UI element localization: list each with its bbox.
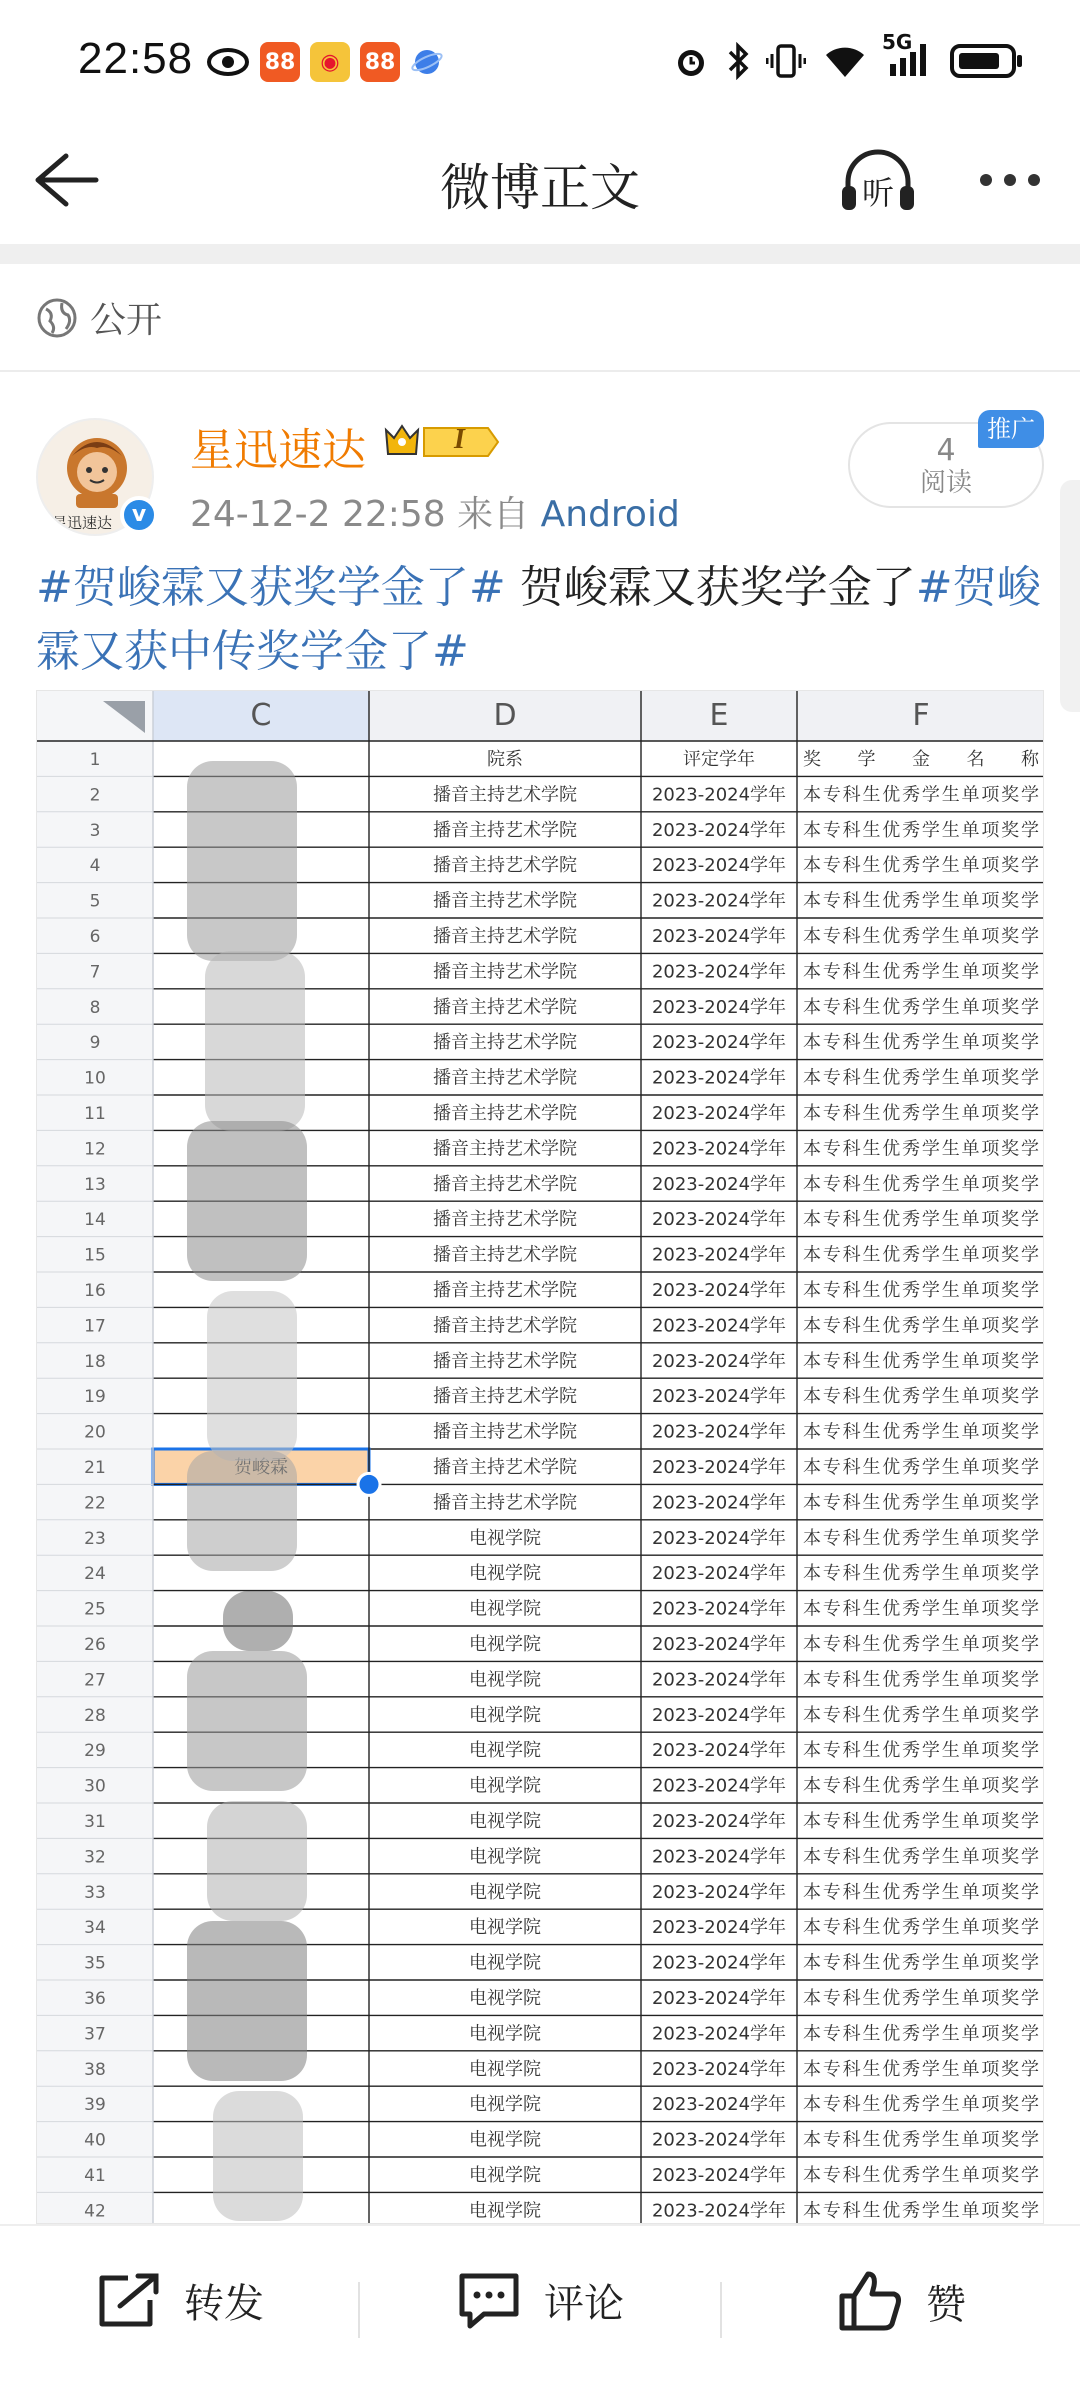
table-cell: 本专科生优秀学生单项奖学 — [803, 926, 1039, 947]
repost-button[interactable] — [96, 2270, 264, 2330]
redaction-scribble — [187, 1451, 297, 1571]
table-cell: 2023-2024学年 — [651, 1775, 787, 1797]
row-number: 21 — [84, 1458, 106, 1478]
post-text — [36, 556, 1046, 684]
post-meta — [190, 486, 680, 537]
hashtag-link[interactable]: #贺峻霖又获中传奖学金了# — [36, 562, 1041, 677]
table-cell: 本专科生优秀学生单项奖学 — [803, 1952, 1039, 1974]
table-cell: 2023-2024学年 — [651, 1740, 787, 1762]
table-cell: 本专科生优秀学生单项奖学 — [803, 1563, 1039, 1585]
row-number: 11 — [84, 1104, 106, 1124]
row-number: 23 — [84, 1528, 106, 1549]
row-number: 22 — [84, 1493, 106, 1514]
redaction-scribble — [223, 1591, 293, 1651]
table-cell: 电视学院 — [469, 2129, 541, 2151]
table-cell: 电视学院 — [469, 1563, 541, 1585]
divider — [720, 2282, 722, 2338]
table-cell: 本专科生优秀学生单项奖学 — [803, 961, 1039, 983]
row-number: 13 — [84, 1174, 106, 1195]
table-cell: 本专科生优秀学生单项奖学 — [803, 819, 1039, 841]
row-number: 30 — [84, 1776, 106, 1797]
table-cell: 本专科生优秀学生单项奖学 — [803, 2129, 1039, 2151]
table-cell: 电视学院 — [469, 1527, 541, 1549]
table-cell: 本专科生优秀学生单项奖学 — [803, 890, 1039, 912]
table-cell: 播音主持艺术学院 — [433, 1350, 577, 1372]
column-letter: F — [912, 698, 930, 733]
table-cell: 2023-2024学年 — [651, 1103, 787, 1124]
table-cell: 2023-2024学年 — [651, 1492, 787, 1514]
action-bar — [0, 2224, 1080, 2388]
table-cell: 2023-2024学年 — [651, 784, 787, 806]
row-number: 19 — [84, 1387, 106, 1408]
like-button[interactable] — [838, 2270, 966, 2332]
table-cell: 电视学院 — [469, 1669, 541, 1691]
author-name[interactable]: 星迅速达 — [190, 425, 366, 476]
post-image-spreadsheet[interactable] — [36, 690, 1044, 2224]
table-cell: 播音主持艺术学院 — [433, 961, 577, 983]
table-cell: 本专科生优秀学生单项奖学 — [803, 1811, 1039, 1832]
row-number: 32 — [84, 1847, 106, 1868]
redaction-scribble — [205, 951, 305, 1131]
table-cell: 本专科生优秀学生单项奖学 — [803, 1386, 1039, 1408]
table-cell: 播音主持艺术学院 — [433, 1280, 577, 1301]
section-separator — [0, 244, 1080, 264]
table-cell: 电视学院 — [469, 1846, 541, 1868]
table-cell: 2023-2024学年 — [651, 1881, 787, 1903]
table-cell: 2023-2024学年 — [651, 1138, 787, 1160]
verified-badge-icon: v — [120, 496, 158, 534]
comment-icon — [456, 2270, 522, 2330]
row-number: 39 — [84, 2095, 106, 2116]
row-number: 15 — [84, 1245, 106, 1266]
table-cell: 2023-2024学年 — [651, 926, 787, 947]
app-88-icon: 88 — [360, 42, 400, 82]
row-number: 17 — [84, 1316, 106, 1337]
table-cell: 本专科生优秀学生单项奖学 — [803, 1103, 1039, 1124]
row-number: 25 — [84, 1599, 106, 1620]
clock: 22:58 — [78, 34, 194, 83]
table-cell: 播音主持艺术学院 — [433, 784, 577, 806]
table-cell: 2023-2024学年 — [651, 855, 787, 877]
column-letter: C — [250, 698, 272, 733]
dot-icon — [1028, 174, 1040, 186]
row-number: 6 — [89, 927, 101, 947]
selection-handle — [358, 1473, 380, 1495]
row-number: 31 — [84, 1812, 106, 1832]
table-cell: 本专科生优秀学生单项奖学 — [803, 1032, 1039, 1054]
table-cell: 播音主持艺术学院 — [433, 1457, 577, 1478]
dot-icon — [1004, 174, 1016, 186]
table-cell: 电视学院 — [469, 1988, 541, 2009]
vip-level: I — [454, 424, 465, 455]
table-cell: 电视学院 — [469, 1811, 541, 1832]
redaction-scribble — [207, 1801, 307, 1921]
table-cell: 2023-2024学年 — [651, 961, 787, 983]
more-options-button[interactable] — [980, 174, 1040, 186]
table-cell: 电视学院 — [469, 1704, 541, 1726]
table-cell: 本专科生优秀学生单项奖学 — [803, 1280, 1039, 1301]
row-number: 33 — [84, 1882, 106, 1903]
row-number: 1 — [89, 750, 101, 770]
table-cell: 2023-2024学年 — [651, 1173, 787, 1195]
table-cell: 播音主持艺术学院 — [433, 1209, 577, 1231]
table-cell: 2023-2024学年 — [651, 1811, 787, 1832]
row-number: 4 — [89, 856, 101, 877]
table-cell: 本专科生优秀学生单项奖学 — [803, 2094, 1039, 2116]
table-cell: 本专科生优秀学生单项奖学 — [803, 1244, 1039, 1266]
table-cell: 2023-2024学年 — [651, 1280, 787, 1301]
table-cell: 本专科生优秀学生单项奖学 — [803, 1527, 1039, 1549]
visibility-label: 公开 — [90, 300, 163, 341]
read-label: 阅读 — [919, 468, 972, 498]
row-number: 9 — [89, 1033, 101, 1054]
table-cell: 本专科生优秀学生单项奖学 — [803, 1315, 1039, 1337]
table-cell: 2023-2024学年 — [651, 1952, 787, 1974]
table-cell: 2023-2024学年 — [651, 1527, 787, 1549]
table-cell: 播音主持艺术学院 — [433, 1315, 577, 1337]
battery-icon — [950, 42, 1024, 80]
table-cell: 2023-2024学年 — [651, 2200, 787, 2222]
table-cell: 播音主持艺术学院 — [433, 855, 577, 877]
table-cell: 2023-2024学年 — [651, 996, 787, 1018]
row-number: 18 — [84, 1351, 106, 1372]
source-prefix: 来自 — [457, 494, 530, 535]
table-cell: 电视学院 — [469, 1881, 541, 1903]
post-body: 贺峻霖又获奖学金了 — [505, 562, 916, 613]
row-number: 41 — [84, 2166, 106, 2186]
table-cell: 2023-2024学年 — [651, 1032, 787, 1054]
table-cell: 2023-2024学年 — [651, 819, 787, 841]
table-cell: 2023-2024学年 — [651, 1563, 787, 1585]
row-number: 38 — [84, 2059, 106, 2080]
table-cell: 本专科生优秀学生单项奖学 — [803, 1988, 1039, 2009]
network-type: 5G — [882, 30, 913, 54]
avatar-caption: 星迅速达 — [52, 514, 113, 532]
table-cell: 2023-2024学年 — [651, 1988, 787, 2009]
comment-button[interactable] — [456, 2270, 624, 2330]
table-cell: 2023-2024学年 — [651, 1244, 787, 1266]
table-cell: 播音主持艺术学院 — [433, 1244, 577, 1266]
table-cell: 本专科生优秀学生单项奖学 — [803, 2058, 1039, 2080]
row-number: 5 — [89, 891, 101, 912]
column-letter: E — [709, 698, 729, 733]
table-cell: 播音主持艺术学院 — [433, 926, 577, 947]
table-cell: 本专科生优秀学生单项奖学 — [803, 1173, 1039, 1195]
repost-label: 转发 — [184, 2280, 264, 2327]
table-cell: 本专科生优秀学生单项奖学 — [803, 1775, 1039, 1797]
row-number: 10 — [84, 1068, 106, 1089]
table-cell: 电视学院 — [469, 2058, 541, 2080]
row-number: 40 — [84, 2130, 106, 2151]
dot-icon — [980, 174, 992, 186]
globe-icon — [36, 297, 78, 339]
table-cell: 奖学金名称 — [803, 749, 1039, 770]
table-cell: 电视学院 — [469, 1598, 541, 1620]
table-cell: 播音主持艺术学院 — [433, 1173, 577, 1195]
top-nav — [0, 120, 1080, 240]
table-cell: 2023-2024学年 — [651, 1315, 787, 1337]
divider — [358, 2282, 360, 2338]
visibility-indicator — [36, 292, 162, 343]
table-cell: 2023-2024学年 — [651, 1669, 787, 1691]
like-label: 赞 — [926, 2281, 966, 2328]
row-number: 29 — [84, 1741, 106, 1762]
table-cell: 播音主持艺术学院 — [433, 1492, 577, 1514]
table-cell: 本专科生优秀学生单项奖学 — [803, 1138, 1039, 1160]
table-cell: 播音主持艺术学院 — [433, 1138, 577, 1160]
table-cell: 本专科生优秀学生单项奖学 — [803, 996, 1039, 1018]
vibrate-icon — [766, 42, 806, 80]
row-number: 20 — [84, 1422, 106, 1443]
app-88-icon: 88 — [260, 42, 300, 82]
table-cell: 2023-2024学年 — [651, 2058, 787, 2080]
alarm-icon — [672, 42, 710, 80]
table-cell: 本专科生优秀学生单项奖学 — [803, 1704, 1039, 1726]
source-link[interactable]: Android — [540, 494, 680, 535]
table-cell: 电视学院 — [469, 2023, 541, 2045]
row-number: 16 — [84, 1281, 106, 1301]
row-number: 35 — [84, 1953, 106, 1974]
page-title: 微博正文 — [440, 159, 640, 217]
table-cell: 播音主持艺术学院 — [433, 1067, 577, 1089]
table-cell: 本专科生优秀学生单项奖学 — [803, 1492, 1039, 1514]
table-cell: 2023-2024学年 — [651, 1917, 787, 1939]
table-cell: 2023-2024学年 — [651, 1421, 787, 1443]
row-number: 12 — [84, 1139, 106, 1160]
spreadsheet-canvas — [37, 691, 1044, 2224]
table-cell: 2023-2024学年 — [651, 2023, 787, 2045]
table-cell: 2023-2024学年 — [651, 2094, 787, 2116]
table-cell: 本专科生优秀学生单项奖学 — [803, 2200, 1039, 2222]
row-number: 27 — [84, 1670, 106, 1691]
row-number: 7 — [89, 962, 101, 983]
row-number: 42 — [84, 2201, 106, 2222]
row-number: 24 — [84, 1564, 106, 1585]
table-cell: 电视学院 — [469, 1740, 541, 1762]
redaction-scribble — [187, 1651, 307, 1791]
bluetooth-icon — [726, 42, 750, 80]
table-cell: 本专科生优秀学生单项奖学 — [803, 1634, 1039, 1655]
table-cell: 本专科生优秀学生单项奖学 — [803, 1846, 1039, 1868]
table-cell: 电视学院 — [469, 1634, 541, 1655]
hashtag-link[interactable]: #贺峻霖又获奖学金了# — [36, 562, 506, 613]
row-number: 37 — [84, 2024, 106, 2045]
table-cell: 2023-2024学年 — [651, 1386, 787, 1408]
table-cell: 2023-2024学年 — [651, 1350, 787, 1372]
table-cell: 播音主持艺术学院 — [433, 819, 577, 841]
table-cell: 2023-2024学年 — [651, 1457, 787, 1478]
system-icons — [672, 30, 1024, 82]
redaction-scribble — [207, 1291, 297, 1461]
comment-label: 评论 — [544, 2280, 624, 2327]
row-number: 8 — [89, 997, 101, 1018]
row-number: 34 — [84, 1918, 106, 1939]
table-cell: 本专科生优秀学生单项奖学 — [803, 1067, 1039, 1089]
table-cell: 电视学院 — [469, 1952, 541, 1974]
table-cell: 播音主持艺术学院 — [433, 996, 577, 1018]
table-cell: 播音主持艺术学院 — [433, 890, 577, 912]
thumbs-up-icon — [838, 2270, 904, 2332]
table-cell: 本专科生优秀学生单项奖学 — [803, 1457, 1039, 1478]
table-cell: 本专科生优秀学生单项奖学 — [803, 1350, 1039, 1372]
table-cell: 评定学年 — [683, 749, 755, 770]
table-cell: 电视学院 — [469, 2200, 541, 2222]
table-cell: 2023-2024学年 — [651, 1067, 787, 1089]
table-cell: 本专科生优秀学生单项奖学 — [803, 1740, 1039, 1762]
row-number: 28 — [84, 1705, 106, 1726]
table-cell: 2023-2024学年 — [651, 1704, 787, 1726]
table-cell: 电视学院 — [469, 1917, 541, 1939]
vip-badge[interactable] — [384, 420, 502, 464]
table-cell: 电视学院 — [469, 1775, 541, 1797]
redaction-scribble — [187, 1121, 307, 1281]
table-cell: 播音主持艺术学院 — [433, 1386, 577, 1408]
table-cell: 播音主持艺术学院 — [433, 1421, 577, 1443]
table-cell: 2023-2024学年 — [651, 2165, 787, 2186]
redaction-scribble — [187, 1921, 307, 2081]
listen-button[interactable] — [838, 146, 918, 216]
table-cell: 本专科生优秀学生单项奖学 — [803, 1421, 1039, 1443]
read-count: 4 — [936, 433, 956, 468]
table-cell: 2023-2024学年 — [651, 1846, 787, 1868]
table-cell: 播音主持艺术学院 — [433, 1032, 577, 1054]
table-cell: 院系 — [487, 749, 523, 770]
timestamp: 24-12-2 22:58 — [190, 494, 446, 535]
table-cell: 本专科生优秀学生单项奖学 — [803, 2023, 1039, 2045]
table-cell: 播音主持艺术学院 — [433, 1103, 577, 1124]
table-cell: 本专科生优秀学生单项奖学 — [803, 1881, 1039, 1903]
table-cell: 2023-2024学年 — [651, 2129, 787, 2151]
table-cell: 电视学院 — [469, 2094, 541, 2116]
redaction-scribble — [187, 761, 297, 961]
table-cell: 2023-2024学年 — [651, 1634, 787, 1655]
weibo-icon: ◉ — [310, 42, 350, 82]
table-cell: 本专科生优秀学生单项奖学 — [803, 855, 1039, 877]
table-cell: 本专科生优秀学生单项奖学 — [803, 784, 1039, 806]
table-cell: 本专科生优秀学生单项奖学 — [803, 1209, 1039, 1231]
table-cell: 本专科生优秀学生单项奖学 — [803, 1917, 1039, 1939]
row-number: 3 — [89, 820, 101, 841]
signal-icon — [882, 30, 934, 82]
planet-icon — [410, 45, 444, 79]
notification-icons — [206, 42, 444, 82]
divider — [0, 370, 1080, 372]
listen-label: 听 — [862, 174, 895, 212]
column-letter: D — [493, 698, 517, 733]
table-cell: 2023-2024学年 — [651, 890, 787, 912]
redaction-scribble — [213, 2091, 303, 2221]
table-cell: 本专科生优秀学生单项奖学 — [803, 1669, 1039, 1691]
eye-icon — [206, 47, 250, 77]
wifi-icon — [822, 43, 868, 79]
status-bar — [0, 0, 1080, 120]
row-number: 14 — [84, 1210, 106, 1231]
share-icon — [96, 2270, 162, 2330]
table-cell: 本专科生优秀学生单项奖学 — [803, 2165, 1039, 2186]
table-cell: 本专科生优秀学生单项奖学 — [803, 1598, 1039, 1620]
table-cell: 2023-2024学年 — [651, 1598, 787, 1620]
row-number: 26 — [84, 1635, 106, 1655]
promo-badge[interactable]: 推广 — [978, 410, 1044, 448]
table-cell: 2023-2024学年 — [651, 1209, 787, 1231]
row-number: 2 — [89, 785, 101, 806]
table-cell: 电视学院 — [469, 2165, 541, 2186]
row-number: 36 — [84, 1989, 106, 2009]
side-drawer-handle[interactable] — [1060, 480, 1080, 712]
